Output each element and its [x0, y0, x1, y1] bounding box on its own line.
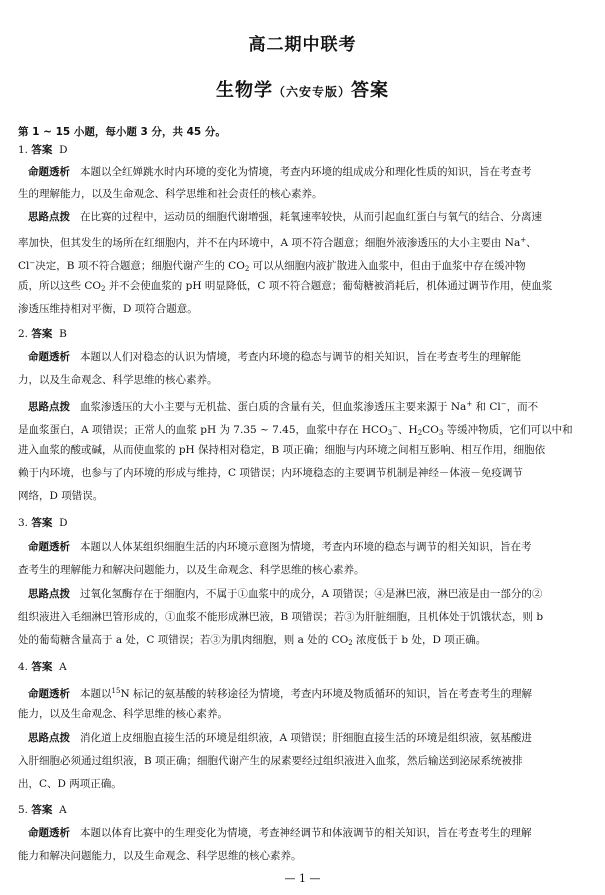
- q5-answer: A: [59, 804, 67, 816]
- q1-hint-label: 思路点拨: [28, 211, 70, 223]
- q5-answer-line: [18, 803, 605, 817]
- q3-answer-label: 答案: [31, 517, 53, 529]
- q4-answer-line: [18, 660, 605, 674]
- q4-analysis-label: 命题透析: [28, 688, 70, 700]
- q3-number: 3.: [18, 517, 29, 529]
- q2-hint-text-7: 等缓冲物质，它们可以中和: [446, 424, 573, 436]
- q5-analysis-text-1: 本题以体育比赛中的生理变化为情境，考查神经调节和体液调节的相关知识，旨在考查考生的理解: [80, 827, 532, 839]
- q1-hint-text-5: 可以从细胞内液扩散进入血浆中，但由于血浆中存在缓冲物: [252, 260, 526, 272]
- h2co3-sub-3: 3: [438, 429, 444, 437]
- na-plus-sup: +: [520, 236, 527, 244]
- q1-hint-line2: 率加快，但其发生的场所在红细胞内，并不在内环境中，A 项不符合题意；细胞外液渗透压的大小主要由 Na+、: [18, 236, 537, 249]
- q4-analysis-text-2: N 标记的氨基酸的转移途径为情境，考查内环境及物质循环的知识，旨在考查考生的理解: [120, 688, 532, 700]
- q2-answer: B: [59, 328, 67, 340]
- co2-sub-2: 2: [100, 285, 106, 293]
- q4-hint-text-2: 入肝细胞必须通过组织液，B 项正确；细胞代谢产生的尿素要经过组织液进入血浆，然后输送到泌尿系统被排: [18, 755, 523, 767]
- q1-hint-line1: [28, 210, 605, 224]
- hco3-minus-sup: −: [392, 423, 399, 431]
- q2-analysis-text-2: 力，以及生命观念、科学思维的核心素养。: [18, 374, 218, 386]
- n15-sup: 15: [111, 687, 121, 695]
- q2-hint-text-10: 网络，D 项错误。: [18, 490, 104, 502]
- q3-hint-line1: [28, 587, 605, 601]
- q4-hint-text-1: 消化道上皮细胞直接生活的环境是组织液，A 项错误；肝细胞直接生活的环境是组织液，氨基酸进: [80, 732, 532, 744]
- q3-hint-text-1: 过氧化氢酶存在于细胞内，不属于①血浆中的成分，A 项错误；④是淋巴液，淋巴液是由一部分的②: [80, 588, 543, 600]
- edition-label: （六安专版）: [272, 85, 351, 99]
- q1-hint-text-6: 质，所以这些 CO: [18, 280, 101, 292]
- q2-hint-text-5: 、H: [398, 424, 418, 436]
- q3-hint-text-2: 组织液进入毛细淋巴管形成的，①血浆不能形成淋巴液，B 项错误；若③为肝脏细胞，且机体处于饥饿状态，则 b: [18, 611, 544, 623]
- q2-hint-line2: [18, 420, 605, 440]
- q3-analysis-text-1: 本题以人体某组织细胞生活的内环境示意图为情境，考查内环境的稳态与调节的相关知识，旨在考: [80, 541, 532, 553]
- q5-analysis-line1: [28, 826, 605, 840]
- q3-hint-text-3: 处的葡萄糖含量高于 a 处，C 项错误；若③为肌肉细胞，则 a 处的 CO: [18, 634, 349, 646]
- cl-minus-sup: −: [29, 259, 36, 267]
- q2-hint-line1: [28, 397, 605, 414]
- q3-hint-label: 思路点拨: [28, 588, 70, 600]
- q4-number: 4.: [18, 661, 29, 673]
- q1-hint-text-4: 决定，B 项不符合题意；细胞代谢产生的 CO: [35, 260, 245, 272]
- q1-answer: D: [59, 144, 68, 156]
- q2-hint-text-1: 血浆渗透压的大小主要与无机盐、蛋白质的含量有关，但血浆渗透压主要来源于 Na: [80, 401, 467, 413]
- q2-hint-text-8: 进入血浆的酸或碱，从而使血浆的 pH 保持相对稳定，B 项正确；细胞与内环境之间相互影响、相互作用，细胞依: [18, 444, 546, 456]
- q3-answer: D: [59, 517, 68, 529]
- h2co3-sub-2: 2: [417, 429, 423, 437]
- q1-number: 1.: [18, 144, 29, 156]
- q4-analysis-text-3: 能力，以及生命观念、科学思维的核心素养。: [18, 708, 228, 720]
- q4-answer: A: [59, 661, 67, 673]
- q1-hint-text-3: Cl: [18, 260, 30, 272]
- q3-hint-line3: [18, 633, 605, 650]
- q2-hint-text-2: 和 Cl: [475, 401, 501, 413]
- q1-answer-line: [18, 143, 605, 157]
- q3-analysis-text-2: 查考生的理解能力和解决问题能力，以及生命观念、科学思维的核心素养。: [18, 564, 365, 576]
- cl-minus-sup-2: −: [500, 400, 507, 408]
- co2-sub-3: 2: [348, 639, 353, 647]
- q1-analysis-text-2: 生的理解能力，以及生命观念、科学思维和社会责任的核心素养。: [18, 188, 323, 200]
- q2-hint-label: 思路点拨: [28, 401, 70, 413]
- answer-title: [0, 76, 605, 102]
- q4-analysis-line1: [28, 684, 605, 701]
- q2-number: 2.: [18, 328, 29, 340]
- q1-hint-text-8: 渗透压维持相对平衡，D 项符合题意。: [18, 303, 198, 315]
- q4-answer-label: 答案: [31, 661, 53, 673]
- q1-analysis-text-1: 本题以全红婵跳水时内环境的变化为情境，考查内环境的组成成分和理化性质的知识，旨在考查考: [80, 166, 532, 178]
- subject-name: 生物学: [215, 80, 273, 101]
- q1-hint-line4: [18, 279, 605, 296]
- q2-hint-text-6: CO: [422, 424, 439, 436]
- q4-hint-line1: [28, 731, 605, 745]
- exam-title: 高二期中联考: [248, 35, 357, 55]
- q3-analysis-label: 命题透析: [28, 541, 70, 553]
- q5-analysis-text-2: 能力和解决问题能力，以及生命观念、科学思维的核心素养。: [18, 850, 302, 862]
- q1-hint-text-7: 并不会使血浆的 pH 明显降低，C 项不符合题意；葡萄糖被消耗后，机体通过调节作用，使血浆: [108, 280, 553, 292]
- q5-number: 5.: [18, 804, 29, 816]
- q2-analysis-line1: [28, 350, 605, 364]
- q3-answer-line: [18, 516, 605, 530]
- page-number: — 1 —: [284, 872, 321, 885]
- q2-hint-text-3: ，而不: [506, 401, 539, 413]
- q4-analysis-text-1: 本题以: [80, 688, 112, 700]
- q5-analysis-label: 命题透析: [28, 827, 70, 839]
- answer-word: 答案: [351, 80, 389, 101]
- q2-answer-label: 答案: [31, 328, 53, 340]
- q1-analysis-line1: [28, 165, 605, 179]
- intro-line: 第 1 ~ 15 小题，每小题 3 分，共 45 分。: [18, 126, 226, 138]
- q4-hint-text-3: 出，C、D 两项正确。: [18, 778, 122, 790]
- q1-analysis-label: 命题透析: [28, 166, 70, 178]
- q1-hint-line3: [18, 256, 605, 276]
- q5-answer-label: 答案: [31, 804, 53, 816]
- q1-hint-text-1: 在比赛的过程中，运动员的细胞代谢增强，耗氧速率较快，从而引起血红蛋白与氧气的结合、分离速: [80, 211, 543, 223]
- q4-hint-label: 思路点拨: [28, 732, 70, 744]
- q1-answer-label: 答案: [31, 144, 53, 156]
- q2-hint-text-9: 赖于内环境，也参与了内环境的形成与维持，C 项错误；内环境稳态的主要调节机制是神经－体液－免疫调节: [18, 467, 523, 479]
- na-plus-sup-2: +: [466, 400, 473, 408]
- hco3-sub: 3: [387, 429, 393, 437]
- co2-sub: 2: [244, 265, 250, 273]
- q2-hint-text-4: 是血浆蛋白，A 项错误；正常人的血浆 pH 为 7.35 ~ 7.45，血浆中存在 HCO: [18, 424, 388, 436]
- q1-hint-text-2: 率加快，但其发生的场所在红细胞内，并不在内环境中，A 项不符合题意；细胞外液渗透压的大小主要由 Na: [18, 237, 521, 249]
- q2-analysis-label: 命题透析: [28, 351, 70, 363]
- q2-answer-line: [18, 327, 605, 341]
- q2-analysis-text-1: 本题以人们对稳态的认识为情境，考查内环境的稳态与调节的相关知识，旨在考查考生的理解能: [80, 351, 522, 363]
- q3-analysis-line1: [28, 540, 605, 554]
- q3-hint-text-4: 浓度低于 b 处，D 项正确。: [356, 634, 487, 646]
